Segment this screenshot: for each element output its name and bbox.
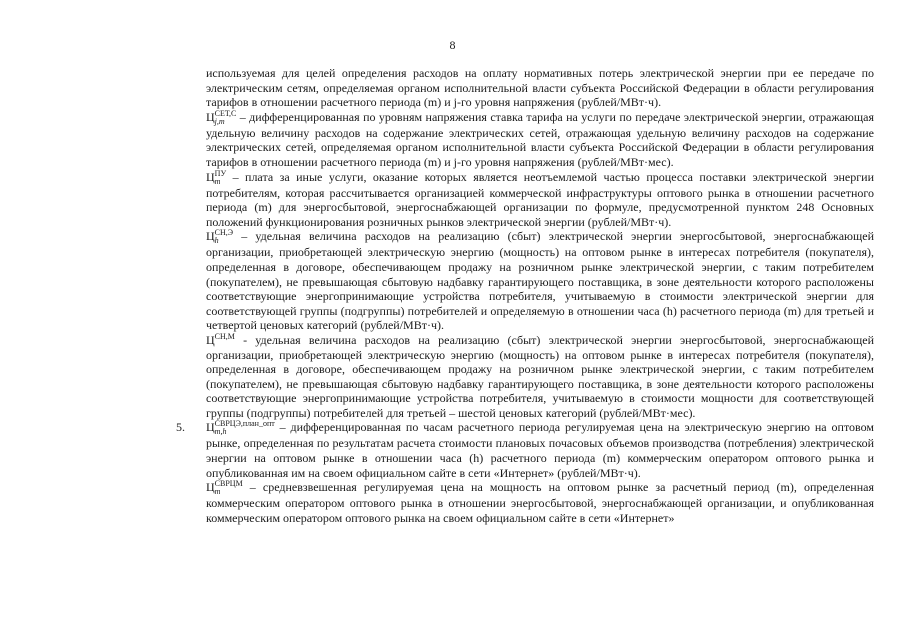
paragraph-text: – дифференцированная по часам расчетного периода регулируемая цена на электрическую энергию на оптовом рынке, определенная по результатам расчета стоимости плановых почасовых объемов производства (потребления) электрической энергии на оптовом рынке в отношении часа (h) расчетного периода (m) коммерческим оператором оптового рынка и опубликованная им на своем официальном сайте в сети «Интернет» (рублей/МВт·ч). [206, 420, 874, 480]
symbol-subscript: m,h [214, 427, 227, 437]
formula-symbol [206, 419, 275, 437]
paragraph-text: – плата за иные услуги, оказание которых является неотъемлемой частью процесса поставки электрической энергии потребителям, которая рассчитывается организацией коммерческой инфраструктуры оптового рынка в отношении расчетного периода (m) для энергосбытовой, энергоснабжающей организации по формуле, предусмотренной пунктом 248 Основных положений функционирования розничных рынков электрической энергии (рублей/МВт·ч). [206, 169, 874, 229]
page-number: 8 [449, 38, 456, 52]
paragraph-text: используемая для целей определения расходов на оплату нормативных потерь электрической энергии при ее передаче по электрическим сетям, определяемая органом исполнительной власти субъекта Российской Федерации в области регулирования тарифов в отношении расчетного периода (m) и j-го уровня напряжения (рублей/МВт·ч). [206, 66, 874, 110]
definition-sales-capacity-cost [206, 333, 874, 421]
symbol-subscript: m [214, 487, 221, 497]
symbol-base: Ц [206, 109, 215, 124]
symbol-superscript: ПУ [214, 168, 227, 178]
formula-symbol [206, 170, 226, 184]
paragraph-continuation [206, 66, 874, 110]
symbol-base: Ц [206, 229, 215, 244]
item-number: 5. [176, 420, 185, 435]
symbol-subscript: m [214, 176, 221, 186]
formula-symbol [206, 228, 234, 246]
definition-weighted-capacity-price [206, 480, 874, 525]
symbol-subscript: h [214, 236, 219, 246]
symbol-base: Ц [206, 332, 215, 347]
definition-price-network-rate [206, 110, 874, 170]
symbol-superscript: СН,Э [214, 228, 234, 238]
paragraph-text: – удельная величина расходов на реализацию (сбыт) электрической энергии энергосбытовой, энергоснабжающей организации, приобретающей электрическую энергию (мощность) на оптовом рынке в интересах потребителя (покупателя), определенная в договоре, обеспечивающем продажу на розничном рынке электрической энергии, с таким потребителем (покупателем), не превышающая сбытовую надбавку гарантирующего поставщика, в зоне деятельности которого расположены соответствующие энергопринимающие устройства потребителя, учитываемую в стоимости электрической энергии для соответствующей группы (подгруппы) потребителей и определяемую в отношении часа (h) расчетного периода (m) для третьей и четвертой ценовых категорий (рублей/МВт·ч). [206, 229, 874, 333]
symbol-base: Ц [206, 480, 215, 495]
symbol-subscript: j,m [214, 116, 225, 126]
document-body [176, 66, 874, 525]
paragraph-text: – дифференцированная по уровням напряжения ставка тарифа на услуги по передаче электрической энергии, отражающая удельную величину расходов на содержание электрических сетей, отражающая удельную величину расходов на содержание электрических сетей, определяемая органом исполнительной власти субъекта Российской Федерации в области регулирования тарифов в отношении расчетного периода (m) и j-го уровня напряжения (рублей/МВт·мес). [206, 109, 874, 169]
paragraph-text: - удельная величина расходов на реализацию (сбыт) электрической энергии энергосбытовой, энергоснабжающей организации, приобретающей электрическую энергию (мощность) на оптовом рынке в интересах потребителя (покупателя), определенная в договоре, обеспечивающем продажу на розничном рынке электрической энергии, с таким потребителем (покупателем), не превышающая сбытовую надбавку гарантирующего поставщика, в зоне деятельности которого расположены соответствующие энергопринимающие устройства потребителя, учитываемую в стоимости мощности для соответствующей группы (подгруппы) потребителей для третьей – шестой ценовых категорий (рублей/МВт·мес). [206, 332, 874, 420]
symbol-superscript: СН,М [214, 331, 235, 341]
definition-sales-energy-cost [206, 229, 874, 333]
symbol-base: Ц [206, 420, 215, 435]
paragraph-text: – средневзвешенная регулируемая цена на мощность на оптовом рынке за расчетный период (m), определенная коммерческим оператором оптового рынка в отношении энергосбытовой, энергоснабжающей организации, и опубликованная коммерческим оператором оптового рынка на своем официальном сайте в сети «Интернет» [206, 480, 874, 525]
definition-other-services-fee [206, 170, 874, 230]
symbol-base: Ц [206, 169, 215, 184]
formula-symbol [206, 110, 236, 124]
formula-symbol [206, 479, 243, 497]
symbol-superscript: СВРЦЭ,план_опт [214, 419, 275, 429]
symbol-superscript: СЕТ,С [214, 108, 237, 118]
symbol-superscript: СВРЦМ [214, 479, 243, 489]
numbered-item-5 [176, 419, 874, 480]
formula-symbol [206, 333, 235, 347]
